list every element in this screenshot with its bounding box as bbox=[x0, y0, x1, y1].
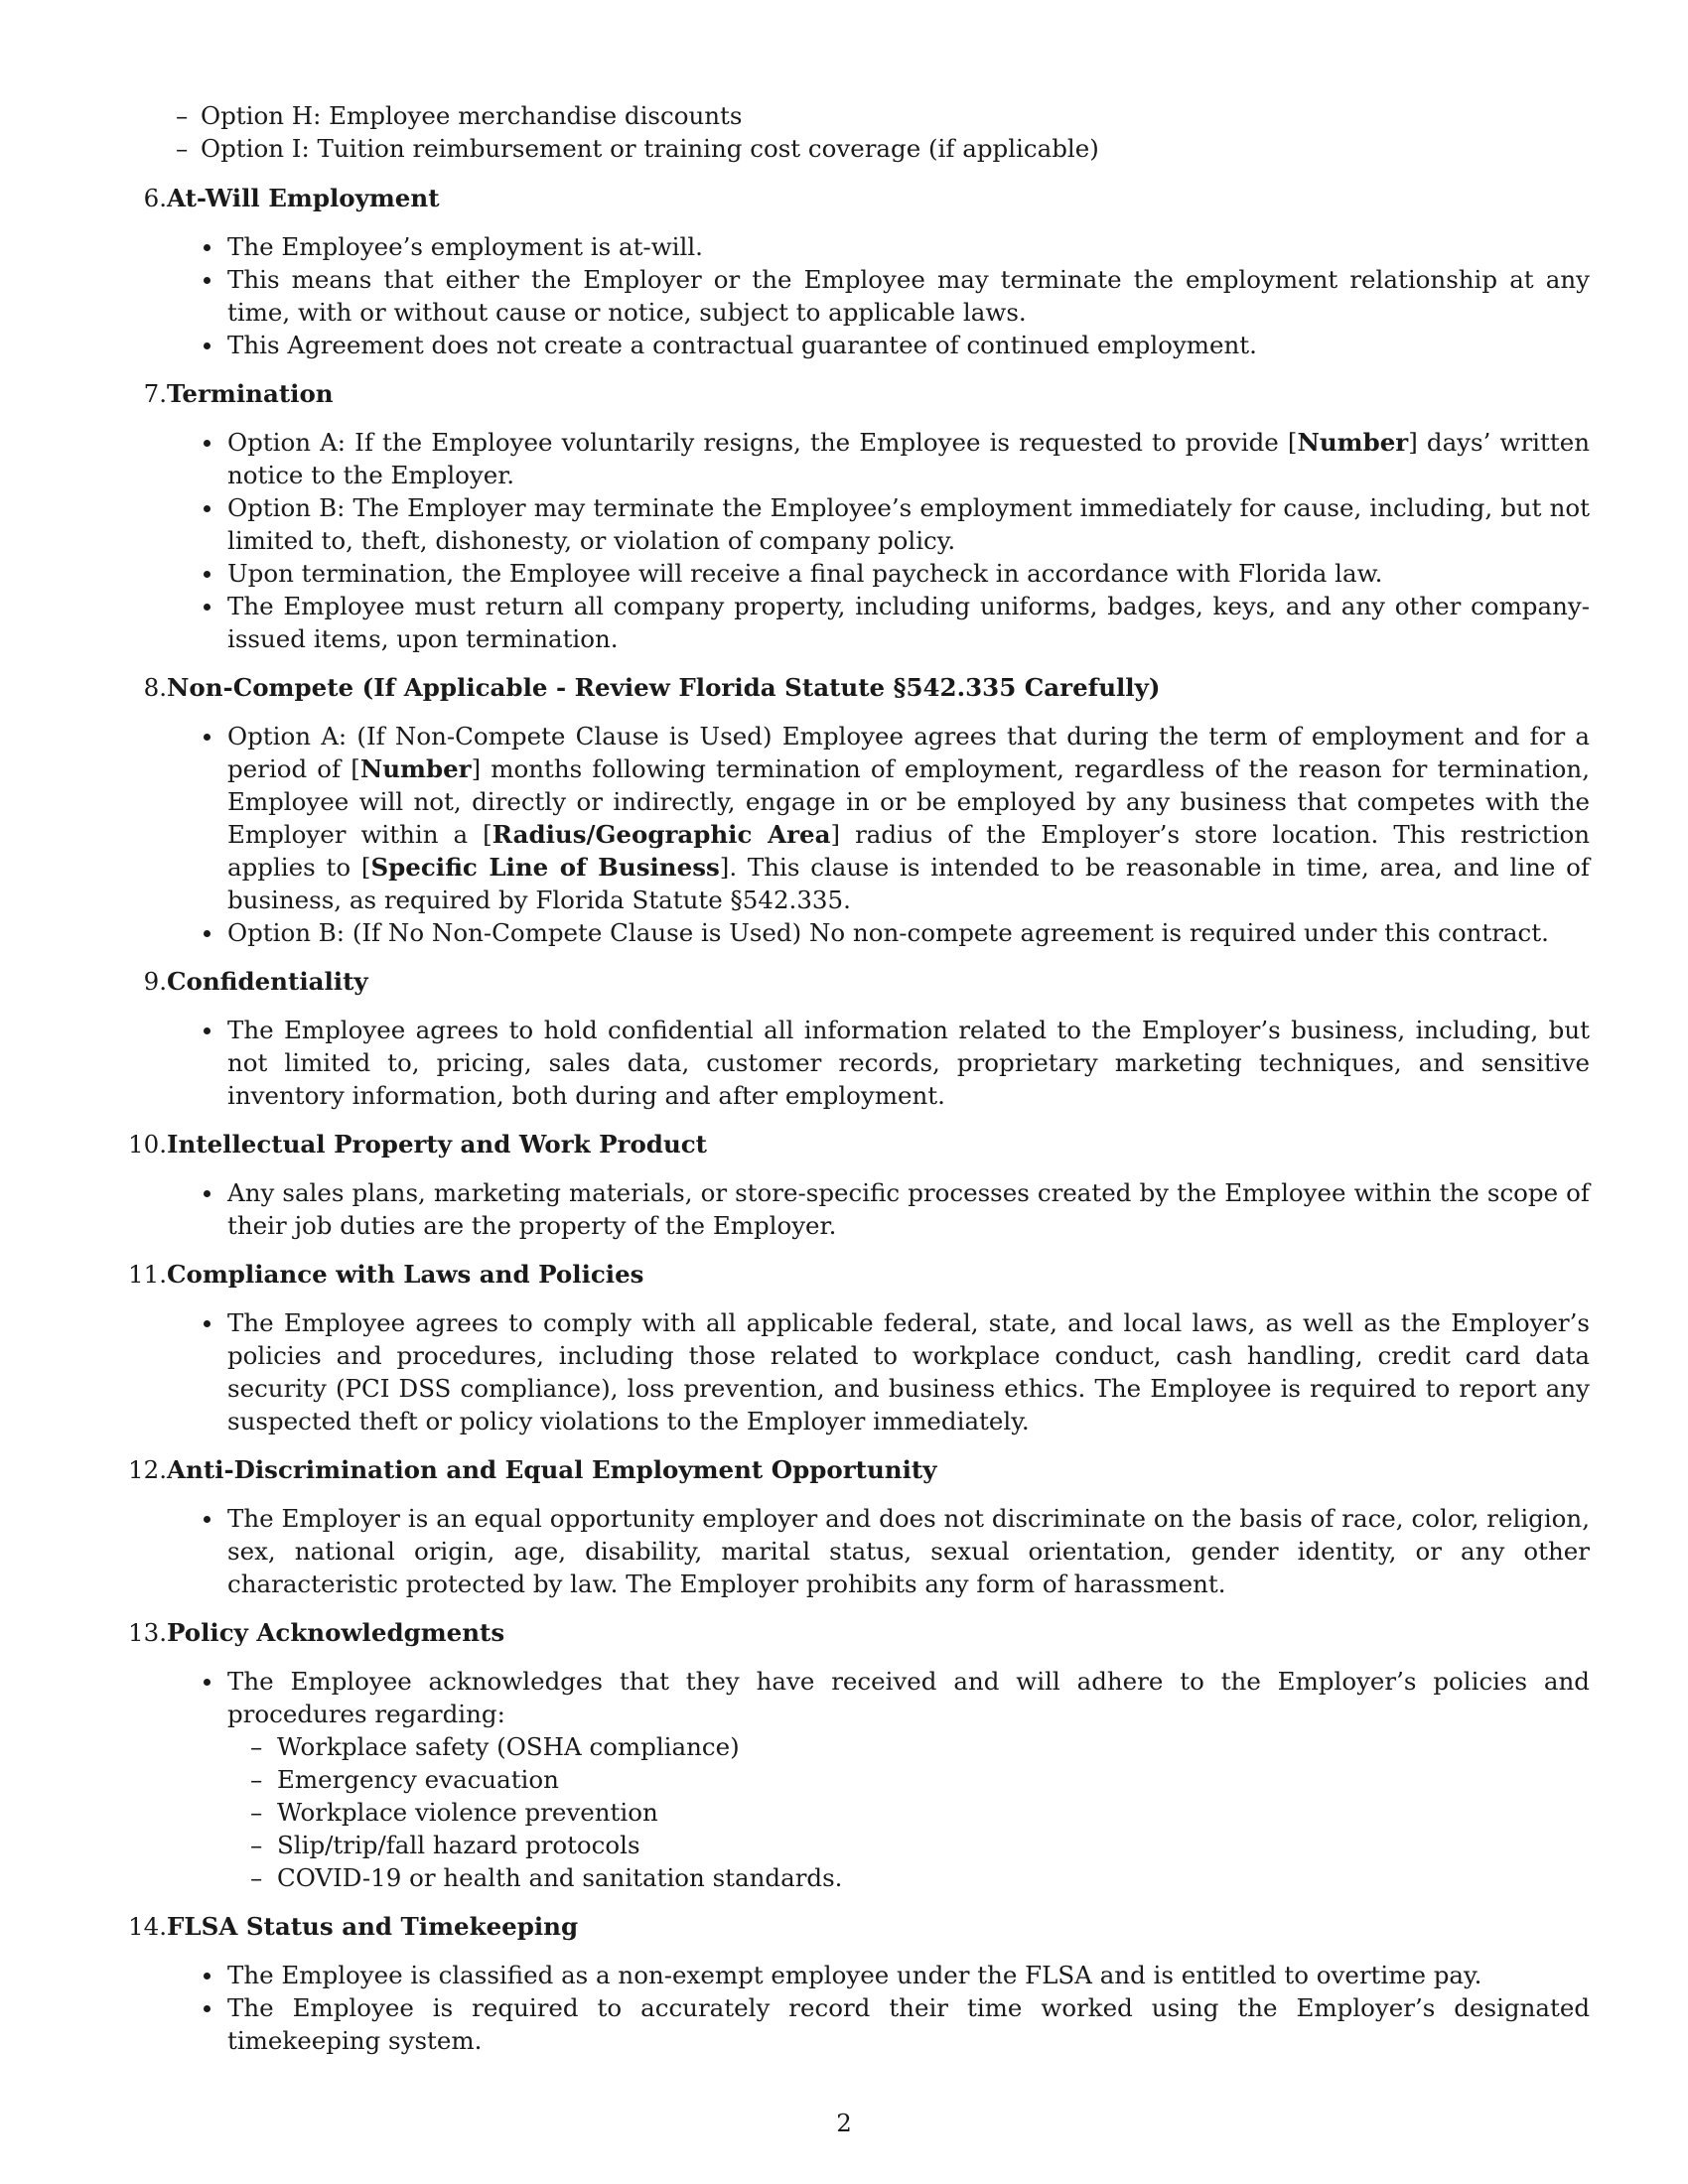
list-item: The Employee agrees to comply with all applicable federal, state, and local laws, as well as the Employer’s policies and procedures, including those related to workplace conduct, cash handling, credit card data security (PCI DSS compliance), loss prevention, and business ethics. The Employee is required to report any suspected theft or policy violations to the Employer immediately. bbox=[120, 1306, 1590, 1437]
section-title: At-Will Employment bbox=[167, 184, 440, 212]
section-confidentiality bbox=[120, 965, 1590, 1112]
section-at-will bbox=[120, 182, 1590, 361]
section-title: Policy Acknowledgments bbox=[167, 1618, 505, 1647]
list-item: Upon termination, the Employee will receive a final paycheck in accordance with Florida law. bbox=[120, 557, 1590, 590]
section-intellectual-property bbox=[120, 1128, 1590, 1242]
sub-list-item: – COVID-19 or health and sanitation standards. bbox=[227, 1861, 1590, 1894]
section-number: 9. bbox=[143, 967, 167, 996]
option-i: – Option I: Tuition reimbursement or training cost coverage (if applicable) bbox=[159, 132, 1589, 165]
placeholder-number: Number bbox=[1297, 428, 1409, 457]
list-item: The Employee’s employment is at-will. bbox=[120, 230, 1590, 263]
list-item: The Employer is an equal opportunity employer and does not discriminate on the basis of race, color, religion, sex, national origin, age, disability, marital status, sexual orientation, gender identity, or any other characteristic protected by law. The Employer prohibits any form of harassment. bbox=[120, 1502, 1590, 1600]
sections-container bbox=[120, 182, 1590, 2057]
section-number: 8. bbox=[143, 673, 167, 702]
section-title: Termination bbox=[167, 379, 334, 408]
section-title: Intellectual Property and Work Product bbox=[167, 1130, 707, 1159]
section-title: Compliance with Laws and Policies bbox=[167, 1260, 644, 1289]
placeholder-radius: Radius/Geographic Area bbox=[492, 820, 831, 849]
policy-sub-list bbox=[227, 1730, 1590, 1894]
section-number: 14. bbox=[128, 1912, 167, 1941]
option-h: – Option H: Employee merchandise discounts bbox=[159, 99, 1589, 132]
placeholder-number: Number bbox=[359, 754, 472, 783]
list-item: Option A: If the Employee voluntarily resigns, the Employee is requested to provide [Number] days’ written notice to the Employer. bbox=[120, 426, 1590, 491]
list-item: The Employee is required to accurately record their time worked using the Employer’s designated timekeeping system. bbox=[120, 1991, 1590, 2057]
list-item: The Employee is classified as a non-exempt employee under the FLSA and is entitled to overtime pay. bbox=[120, 1959, 1590, 1991]
section-anti-discrimination bbox=[120, 1453, 1590, 1600]
section-termination bbox=[120, 377, 1590, 655]
list-item: This Agreement does not create a contractual guarantee of continued employment. bbox=[120, 329, 1590, 361]
section-policy-acknowledgments bbox=[120, 1616, 1590, 1894]
list-item: Option A: (If Non-Compete Clause is Used) Employee agrees that during the term of employment and for a period of [Number] months following termination of employment, regardless of the reason for termination, Employee will not, directly or indirectly, engage in or be employed by any business that competes with the Employer within a [Radius/Geographic Area] radius of the Employer’s store location. This restriction applies to [Specific Line of Business]. This clause is intended to be reasonable in time, area, and line of business, as required by Florida Statute §542.335. bbox=[120, 720, 1590, 916]
sub-list-item: – Workplace safety (OSHA compliance) bbox=[227, 1730, 1590, 1763]
section-non-compete bbox=[120, 671, 1590, 949]
section-title: Confidentiality bbox=[167, 967, 368, 996]
list-item: Option B: The Employer may terminate the Employee’s employment immediately for cause, including, but not limited to, theft, dishonesty, or violation of company policy. bbox=[120, 491, 1590, 557]
list-item: The Employee acknowledges that they have received and will adhere to the Employer’s policies and procedures regarding: – Workplace safety (OSHA compliance) – Emergency evacuation – Workplace violence prevention – Slip/trip/fall hazard protocols – COVID-19 or health and sanitation standards. bbox=[120, 1665, 1590, 1894]
section-number: 7. bbox=[143, 379, 167, 408]
list-item: The Employee agrees to hold confidential all information related to the Employer’s business, including, but not limited to, pricing, sales data, customer records, proprietary marketing techniques, and sensitive inventory information, both during and after employment. bbox=[120, 1014, 1590, 1112]
section-compliance bbox=[120, 1258, 1590, 1437]
section-number: 13. bbox=[128, 1618, 167, 1647]
list-item: Any sales plans, marketing materials, or store-specific processes created by the Employee within the scope of their job duties are the property of the Employer. bbox=[120, 1176, 1590, 1242]
section-number: 6. bbox=[143, 184, 167, 212]
sub-list-item: – Workplace violence prevention bbox=[227, 1796, 1590, 1829]
section-number: 12. bbox=[128, 1455, 167, 1484]
sub-list-item: – Emergency evacuation bbox=[227, 1763, 1590, 1796]
list-item: Option B: (If No Non-Compete Clause is Used) No non-compete agreement is required under this contract. bbox=[120, 916, 1590, 949]
sub-list-item: – Slip/trip/fall hazard protocols bbox=[227, 1829, 1590, 1861]
section-title: Non-Compete (If Applicable - Review Florida Statute §542.335 Carefully) bbox=[167, 673, 1161, 702]
page-number: 2 bbox=[836, 2109, 852, 2137]
section-flsa bbox=[120, 1910, 1590, 2057]
section-number: 10. bbox=[128, 1130, 167, 1159]
option-list bbox=[0, 99, 1589, 165]
section-number: 11. bbox=[128, 1260, 167, 1289]
list-item: The Employee must return all company property, including uniforms, badges, keys, and any other company-issued items, upon termination. bbox=[120, 590, 1590, 655]
placeholder-line-of-business: Specific Line of Business bbox=[370, 853, 720, 882]
list-item: This means that either the Employer or the Employee may terminate the employment relationship at any time, with or without cause or notice, subject to applicable laws. bbox=[120, 263, 1590, 329]
section-title: Anti-Discrimination and Equal Employment Opportunity bbox=[167, 1455, 937, 1484]
section-title: FLSA Status and Timekeeping bbox=[167, 1912, 579, 1941]
